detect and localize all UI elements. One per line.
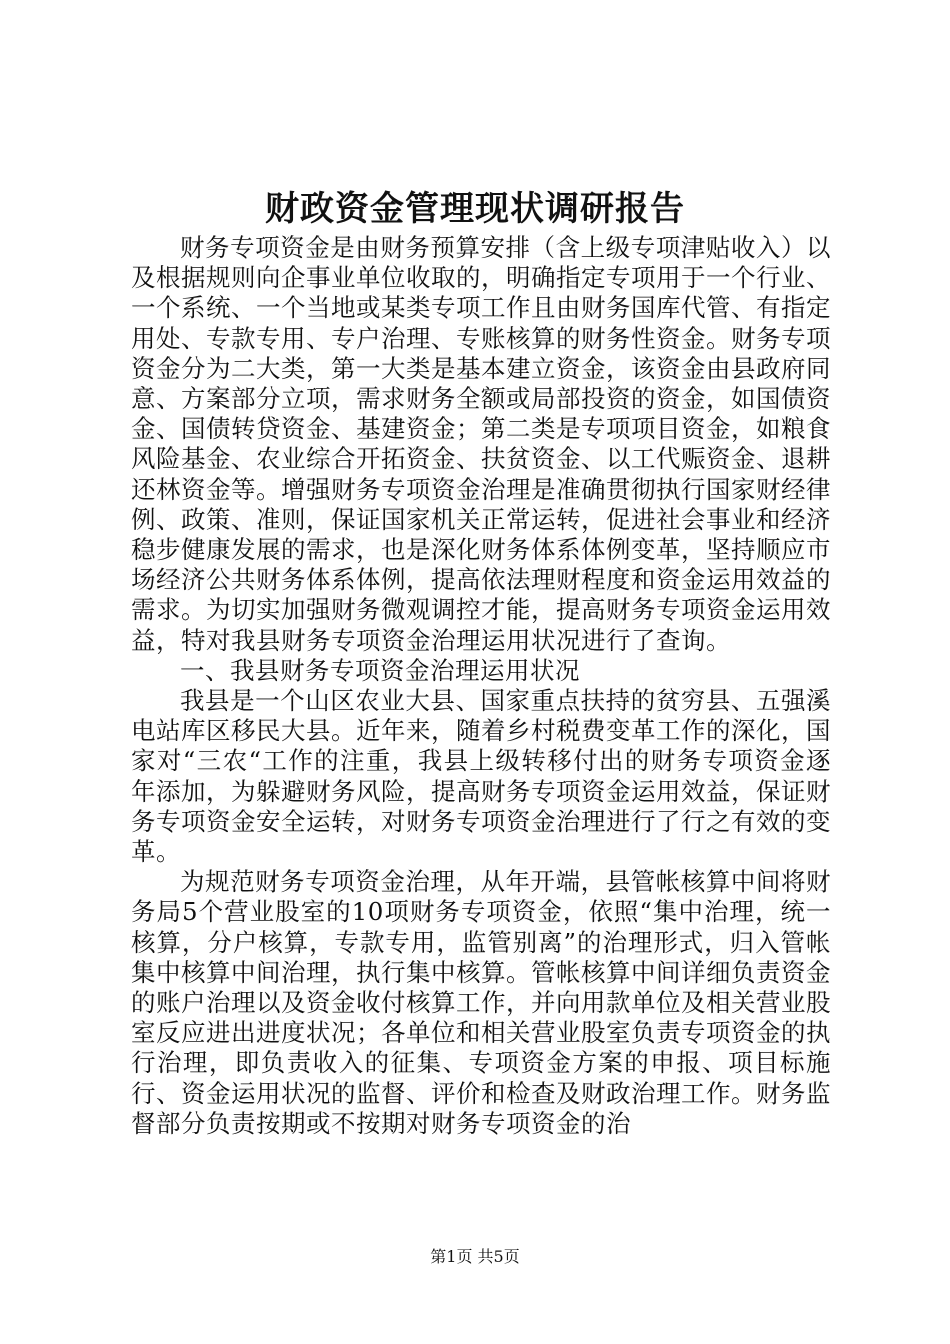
paragraph-intro: 财务专项资金是由财务预算安排（含上级专项津贴收入）以及根据规则向企事业单位收取的，明确指定专项用于一个行业、一个系统、一个当地或某类专项工作且由财务国库代管、有指定用处、专款专用、专户治理、专账核算的财务性资金。财务专项资金分为二大类，第一大类是基本建立资金，该资金由县政府同意、方案部分立项，需求财务全额或局部投资的资金，如国债资金、国债转贷资金、基建资金；第二类是专项项目资金，如粮食风险基金、农业综合开拓资金、扶贫资金、以工代赈资金、退耕还林资金等。增强财务专项资金治理是准确贯彻执行国家财经律例、政策、准则，保证国家机关正常运转，促进社会事业和经济稳步健康发展的需求，也是深化财务体系体例变革，坚持顺应市场经济公共财务体系体例，提高依法理财程度和资金运用效益的需求。为切实加强财务微观调控才能，提高财务专项资金运用效益，特对我县财务专项资金治理运用状况进行了查询。: [131, 233, 831, 655]
paragraph-county-overview: 我县是一个山区农业大县、国家重点扶持的贫穷县、五强溪电站库区移民大县。近年来，随着乡村税费变革工作的深化，国家对“三农“工作的注重，我县上级转移付出的财务专项资金逐年添加，为躲避财务风险，提高财务专项资金运用效益，保证财务专项资金安全运转，对财务专项资金治理进行了行之有效的变革。: [131, 686, 831, 867]
paragraph-fund-management: 为规范财务专项资金治理，从年开端，县管帐核算中间将财务局5个营业股室的10项财务专项资金，依照“集中治理，统一核算，分户核算，专款专用，监管别离”的治理形式，归入管帐集中核算中间治理，执行集中核算。管帐核算中间详细负责资金的账户治理以及资金收付核算工作，并向用款单位及相关营业股室反应进出进度状况；各单位和相关营业股室负责专项资金的执行治理，即负责收入的征集、专项资金方案的申报、项目标施行、资金运用状况的监督、评价和检查及财政治理工作。财务监督部分负责按期或不按期对财务专项资金的治: [131, 867, 831, 1138]
document-title: 财政资金管理现状调研报告: [265, 189, 685, 229]
document-body: [131, 233, 831, 1139]
section-heading-1: 一、我县财务专项资金治理运用状况: [180, 655, 580, 685]
page-number-footer: 第1页 共5页: [430, 1247, 520, 1266]
